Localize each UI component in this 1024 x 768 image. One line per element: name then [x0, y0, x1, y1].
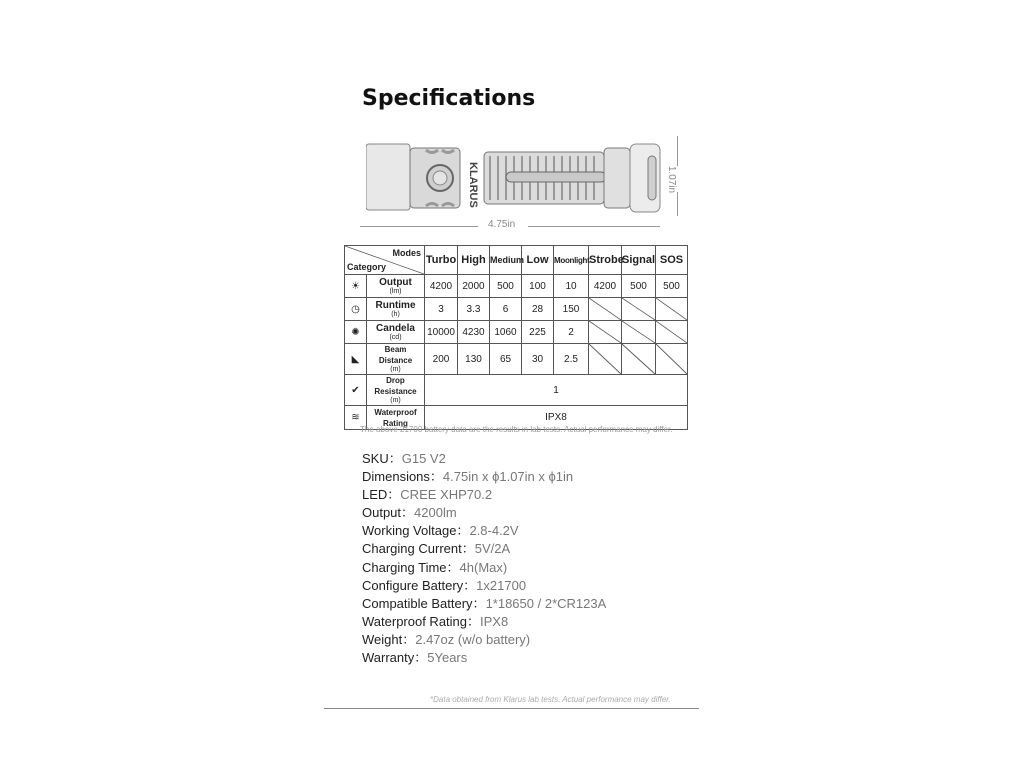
brand-text: KLARUS: [467, 162, 479, 208]
mode-header: High: [458, 246, 490, 275]
table-cell: 500: [622, 275, 656, 298]
spec-line: Waterproof Rating：IPX8: [362, 613, 509, 629]
table-cell: 30: [522, 344, 554, 375]
table-cell: 3: [425, 298, 458, 321]
table-cell: 100: [522, 275, 554, 298]
table-cell: 2000: [458, 275, 490, 298]
category-cell: Candela (cd): [367, 321, 425, 344]
footer-note: *Data obtained from Klarus lab tests. Actual performance may differ.: [430, 695, 671, 704]
drop-icon: ✔: [345, 375, 367, 406]
spec-line: SKU：G15 V2: [362, 451, 446, 466]
mode-header: SOS: [656, 246, 688, 275]
length-dimension: [360, 219, 660, 233]
table-cell: 28: [522, 298, 554, 321]
waterproof-icon: ≋: [345, 406, 367, 430]
empty-cell: [589, 344, 622, 375]
category-cell: Beam Distance (m): [367, 344, 425, 375]
mode-header: Strobe: [589, 246, 622, 275]
divider: [324, 708, 699, 709]
empty-cell: [622, 344, 656, 375]
table-cell: 10: [554, 275, 589, 298]
mode-header: Turbo: [425, 246, 458, 275]
table-cell: 65: [490, 344, 522, 375]
table-row: [345, 321, 688, 344]
empty-cell: [656, 321, 688, 344]
table-cell: 6: [490, 298, 522, 321]
category-cell: Waterproof Rating: [367, 406, 425, 430]
table-row: [345, 344, 688, 375]
empty-cell: [656, 344, 688, 375]
category-cell: Output (lm): [367, 275, 425, 298]
beam-icon: ◣: [345, 344, 367, 375]
spec-line: Charging Time：4h(Max): [362, 559, 508, 575]
mode-header: Medium: [490, 246, 522, 275]
table-cell: 150: [554, 298, 589, 321]
table-cell: 225: [522, 321, 554, 344]
candela-icon: ✺: [345, 321, 367, 344]
spec-line: Charging Current：5V/2A: [362, 541, 511, 557]
table-cell: 2.5: [554, 344, 589, 375]
spec-line: Working Voltage：2.8-4.2V: [362, 523, 519, 539]
spec-list: [362, 450, 606, 667]
table-cell: 2: [554, 321, 589, 344]
table-cell: 1060: [490, 321, 522, 344]
spec-line: Configure Battery：1x21700: [362, 577, 527, 593]
waterproof-value: IPX8: [425, 406, 688, 430]
runtime-icon: ◷: [345, 298, 367, 321]
spec-table: [344, 245, 688, 430]
modes-label: Modes: [392, 248, 421, 258]
empty-cell: [589, 321, 622, 344]
table-cell: 4200: [589, 275, 622, 298]
table-row: [345, 298, 688, 321]
mode-header: Moonlight: [554, 246, 589, 275]
height-dimension: [666, 136, 684, 216]
mode-header: Low: [522, 246, 554, 275]
empty-cell: [656, 298, 688, 321]
length-label: 4.75in: [488, 219, 516, 230]
table-cell: 200: [425, 344, 458, 375]
empty-cell: [622, 321, 656, 344]
table-row: [345, 375, 688, 406]
spec-line: Dimensions：4.75in x ϕ1.07in x ϕ1in: [362, 469, 574, 485]
table-cell: 4230: [458, 321, 490, 344]
height-label: 1.07in: [666, 165, 678, 194]
table-cell: 10000: [425, 321, 458, 344]
category-cell: Runtime (h): [367, 298, 425, 321]
output-icon: ☀: [345, 275, 367, 298]
spec-line: Compatible Battery：1*18650 / 2*CR123A: [362, 595, 607, 611]
table-cell: 3.3: [458, 298, 490, 321]
spec-line: LED：CREE XHP70.2: [362, 487, 493, 503]
category-cell: Drop Resistance (m): [367, 375, 425, 406]
category-label: Category: [347, 262, 387, 272]
table-cell: 130: [458, 344, 490, 375]
table-header-row: [345, 246, 688, 275]
lab-test-note: The above 21700 battery data are the results in lab tests. Actual performance may differ.: [360, 425, 673, 434]
empty-cell: [589, 298, 622, 321]
table-cell: 500: [490, 275, 522, 298]
table-cell: 4200: [425, 275, 458, 298]
modes-category-cell: [345, 246, 425, 275]
table-cell: 500: [656, 275, 688, 298]
mode-header: Signal: [622, 246, 656, 275]
spec-line: Weight：2.47oz (w/o battery): [362, 631, 531, 647]
spec-line: Warranty：5Years: [362, 650, 468, 666]
empty-cell: [622, 298, 656, 321]
drop-resistance-value: 1: [425, 375, 688, 406]
table-row: [345, 275, 688, 298]
page-title: Specifications: [362, 86, 536, 111]
flashlight-image: [366, 142, 666, 214]
spec-line: Output：4200lm: [362, 505, 457, 521]
